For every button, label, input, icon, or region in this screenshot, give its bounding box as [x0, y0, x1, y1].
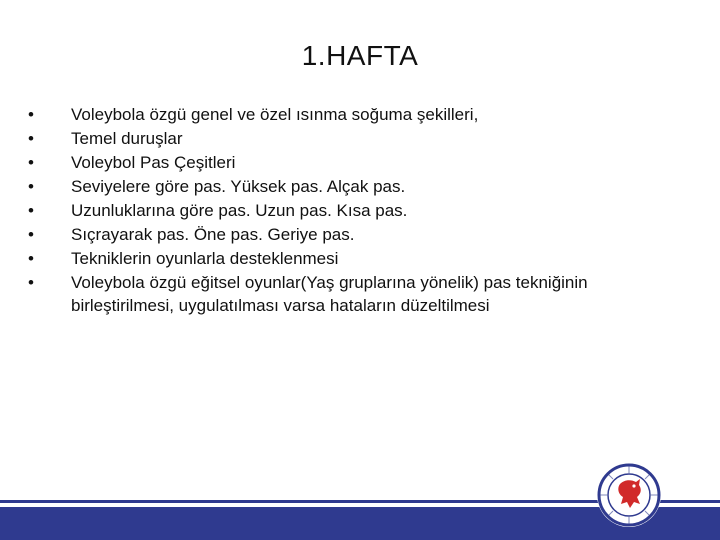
bullet-text: Sıçrayarak pas. Öne pas. Geriye pas.: [71, 225, 355, 244]
bullet-text: Seviyelere göre pas. Yüksek pas. Alçak pas.: [71, 177, 406, 196]
bullet-text: Voleybola özgü eğitsel oyunlar(Yaş gruplarına yönelik) pas tekniğinin birleştirilmesi, uygulatılması varsa hataların düzeltilmesi: [71, 273, 588, 315]
list-item: [28, 151, 688, 174]
bullet-text: Uzunluklarına göre pas. Uzun pas. Kısa pas.: [71, 201, 408, 220]
list-item: [28, 175, 688, 198]
list-item: [28, 223, 688, 246]
list-item: [28, 127, 688, 150]
bullet-text: Temel duruşlar: [71, 129, 183, 148]
list-item: [28, 199, 688, 222]
bullet-marker: •: [28, 129, 34, 148]
bullet-marker: •: [28, 201, 34, 220]
bullet-marker: •: [28, 153, 34, 172]
university-seal-icon: [596, 462, 662, 528]
list-item: [28, 271, 688, 317]
list-item: [28, 103, 688, 126]
bullet-text: Voleybol Pas Çeşitleri: [71, 153, 236, 172]
list-item: [28, 247, 688, 270]
bullet-text: Tekniklerin oyunlarla desteklenmesi: [71, 249, 339, 268]
bullet-text: Voleybola özgü genel ve özel ısınma soğuma şekilleri,: [71, 105, 479, 124]
bullet-marker: •: [28, 249, 34, 268]
bullet-list: [28, 103, 688, 318]
slide-title: 1.HAFTA: [301, 40, 419, 71]
bullet-marker: •: [28, 177, 34, 196]
bullet-marker: •: [28, 273, 34, 292]
bullet-marker: •: [28, 225, 34, 244]
bullet-marker: •: [28, 105, 34, 124]
